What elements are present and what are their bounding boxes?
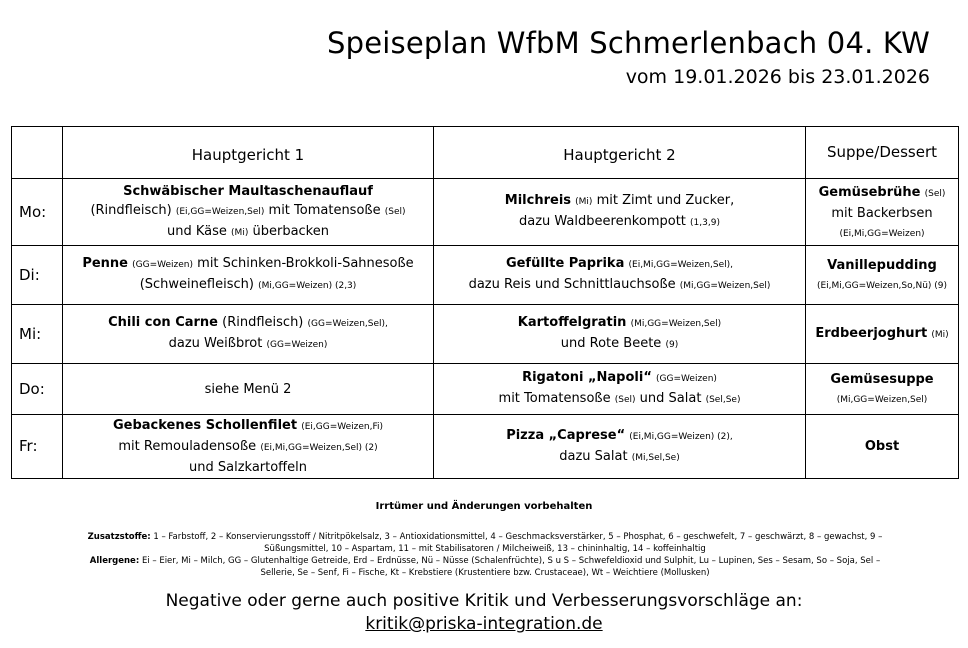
allergen-code: (Ei,Mi,GG=Weizen,Sel), — [628, 260, 734, 270]
dish-name: Penne — [82, 256, 128, 271]
dish-text: mit Remouladensoße — [118, 439, 257, 454]
day-label: Mo: — [12, 179, 63, 246]
allergen-code: (1,3,9) — [690, 218, 720, 228]
dish-text: mit Tomatensoße — [268, 202, 381, 218]
main1-cell — [63, 415, 434, 479]
allergen-code: (Mi,GG=Weizen,Sel) — [679, 281, 771, 291]
dish-text: dazu Waldbeerenkompott — [519, 214, 686, 229]
main1-cell — [63, 364, 434, 415]
allergen-code: (Mi) — [931, 329, 949, 340]
dish-name: Rigatoni „Napoli“ — [522, 370, 652, 385]
allergen-code: (Mi,GG=Weizen,Sel) — [630, 319, 722, 329]
column-header-soup-dessert: Suppe/Dessert — [806, 127, 959, 179]
allergen-code: (GG=Weizen) — [132, 260, 194, 270]
soup-dessert-cell — [806, 246, 959, 305]
disclaimer: Irrtümer und Änderungen vorbehalten — [375, 501, 593, 512]
allergen-code: (Ei,Mi,GG=Weizen) — [839, 228, 925, 239]
dish-text: und Salat — [639, 391, 702, 406]
allergen-code: (Sel) — [384, 206, 406, 217]
column-header-main1: Hauptgericht 1 — [63, 127, 434, 179]
dish-text: (Rindfleisch) — [90, 202, 172, 218]
dish-name: Kartoffelgratin — [517, 315, 627, 330]
dish-text: dazu Reis und Schnittlauchsoße — [468, 277, 676, 292]
allergen-code: (GG=Weizen) — [656, 374, 717, 384]
allergen-code: (9) — [665, 340, 679, 350]
soup-dessert-cell — [806, 415, 959, 479]
dish-name: Pizza „Caprese“ — [506, 427, 626, 443]
dish-text: und Salzkartoffeln — [189, 460, 307, 475]
additives-text: 1 – Farbstoff, 2 – Konservierungsstoff / Nitritpökelsalz, 3 – Antioxidationsmittel, 4 – Geschmacksverstärker, 5 – Phosphat, 6 – geschwefelt, 7 – geschwärzt, 8 – gewachst, 9 – Süßungsmittel, 10 – Aspartam, 11 – mit Stabilisatoren / Milcheiweiß, 13 – chininhaltig, 14 – koffeinhaltig — [153, 532, 883, 554]
dish-text: und Rote Beete — [560, 336, 662, 351]
dish-name: Erdbeerjoghurt — [815, 325, 928, 341]
dish-text: dazu Weißbrot — [168, 336, 263, 351]
dish-text: mit Backerbsen — [831, 205, 933, 221]
footnotes — [80, 531, 890, 579]
table-row — [12, 305, 959, 364]
soup-dessert-cell — [806, 179, 959, 246]
dish-name: Chili con Carne — [108, 315, 218, 330]
soup-dessert-cell — [806, 305, 959, 364]
dish-name: Obst — [864, 439, 900, 454]
allergen-code: (Ei,Mi,GG=Weizen,So,Nü) (9) — [816, 281, 948, 291]
dish-text: mit Schinken-Brokkoli-Sahnesoße — [197, 256, 414, 271]
allergen-code: (Mi,GG=Weizen) (2,3) — [258, 281, 357, 291]
dish-text: siehe Menü 2 — [204, 381, 292, 397]
allergen-code: (GG=Weizen,Sel), — [307, 319, 388, 329]
main1-cell — [63, 305, 434, 364]
allergen-code: (Mi) — [575, 197, 593, 207]
allergen-code: (Sel) — [924, 188, 946, 199]
day-label: Fr: — [12, 415, 63, 479]
dish-name: Vanillepudding — [827, 258, 937, 273]
main2-cell — [434, 415, 806, 479]
table-row — [12, 179, 959, 246]
feedback-section — [0, 590, 968, 636]
allergen-code: (Ei,Mi,GG=Weizen) (2), — [629, 431, 733, 442]
allergen-code: (Mi) — [231, 227, 249, 238]
header-empty-cell — [12, 127, 63, 179]
allergen-code: (Sel,Se) — [705, 395, 741, 405]
main2-cell — [434, 246, 806, 305]
additives-label: Zusatzstoffe: — [87, 532, 151, 542]
dish-name: Milchreis — [504, 193, 572, 208]
allergen-code: (Sel) — [614, 395, 636, 405]
allergen-code: (GG=Weizen) — [266, 340, 328, 350]
allergen-code: (Mi,GG=Weizen,Sel) — [836, 395, 928, 405]
main2-cell — [434, 364, 806, 415]
allergens-label: Allergene: — [89, 556, 140, 566]
dish-text: mit Tomatensoße — [498, 391, 611, 406]
dish-text: (Rindfleisch) — [222, 315, 304, 330]
main1-cell — [63, 179, 434, 246]
allergen-code: (Ei,GG=Weizen,Sel) — [175, 206, 265, 217]
table-row — [12, 246, 959, 305]
menu-table — [11, 126, 959, 479]
dish-name: Schwäbischer Maultaschenauflauf — [123, 183, 373, 199]
column-header-main2: Hauptgericht 2 — [434, 127, 806, 179]
main1-cell — [63, 246, 434, 305]
table-row — [12, 415, 959, 479]
day-label: Do: — [12, 364, 63, 415]
dish-text: mit Zimt und Zucker, — [596, 193, 735, 208]
allergen-code: (Ei,Mi,GG=Weizen,Sel) (2) — [260, 443, 378, 453]
feedback-text: Negative oder gerne auch positive Kritik und Verbesserungsvorschläge an: — [165, 591, 803, 611]
dish-text: und Käse — [167, 223, 227, 239]
dish-name: Gefüllte Paprika — [505, 256, 625, 271]
day-label: Mi: — [12, 305, 63, 364]
date-range: vom 19.01.2026 bis 23.01.2026 — [625, 66, 930, 88]
page-title: Speiseplan WfbM Schmerlenbach 04. KW — [327, 26, 930, 60]
allergens-text: Ei – Eier, Mi – Milch, GG – Glutenhaltige Getreide, Erd – Erdnüsse, Nü – Nüsse (Schalenfrüchte), S u S – Schwefeldioxid und Sulphit, Lu – Lupinen, Ses – Sesam, So – Soja, Sel – Sellerie, Se – Senf, Fi – Fische, Kt – Krebstiere (Krustentiere bzw. Crustaceae), Wt – Weichtiere (Mollusken) — [141, 556, 881, 578]
dish-text: dazu Salat — [559, 448, 628, 464]
main2-cell — [434, 305, 806, 364]
dish-name: Gemüsesuppe — [830, 372, 934, 387]
dish-text: (Schweinefleisch) — [139, 277, 254, 292]
dish-name: Gemüsebrühe — [818, 184, 921, 200]
soup-dessert-cell — [806, 364, 959, 415]
allergen-code: (Mi,Sel,Se) — [631, 452, 680, 463]
day-label: Di: — [12, 246, 63, 305]
dish-text: überbacken — [252, 223, 329, 239]
table-row — [12, 364, 959, 415]
allergen-code: (Ei,GG=Weizen,Fi) — [301, 422, 384, 432]
feedback-email-link[interactable]: kritik@priska-integration.de — [365, 614, 603, 634]
table-header-row — [12, 127, 959, 179]
main2-cell — [434, 179, 806, 246]
dish-name: Gebackenes Schollenfilet — [112, 418, 298, 433]
